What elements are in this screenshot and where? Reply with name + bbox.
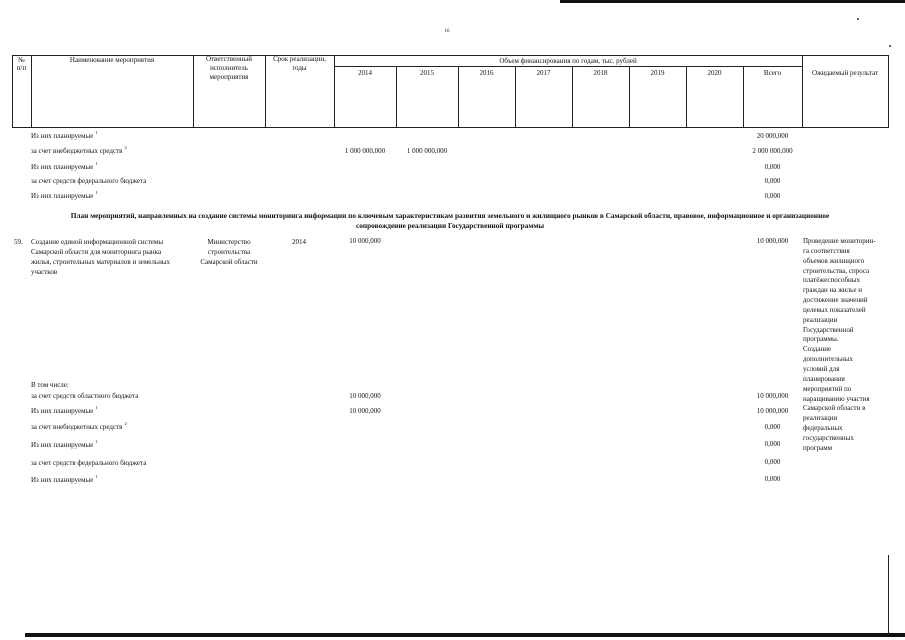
table-grid-line	[12, 127, 889, 128]
item-2014-value: 10 000,000	[349, 237, 381, 245]
footnote-mark: 1	[95, 130, 98, 135]
footnote-mark: 2	[124, 421, 127, 426]
item-result-line: строительства, спроса	[803, 266, 870, 275]
header-year-2014: 2014	[358, 69, 372, 77]
section-title	[12, 211, 888, 231]
header-year-2016: 2016	[479, 69, 494, 77]
header-num-symbol: №	[18, 56, 25, 64]
funding-row-label	[31, 163, 98, 171]
funding-row-text: за счет средств федерального бюджета	[31, 459, 147, 467]
funding-row-text: Из них планируемые	[31, 476, 94, 484]
funding-row-text: за счет внебюджетных средств	[31, 423, 123, 431]
item-result-line: Создание	[803, 345, 832, 354]
header-num-sub: п/п	[16, 64, 27, 72]
funding-row-label	[31, 441, 98, 449]
table-grid-line	[802, 55, 803, 127]
item-name-line: Самарской области для мониторинга рынка	[31, 248, 162, 256]
funding-row-label	[31, 147, 127, 155]
funding-total-value: 0,000	[764, 163, 781, 171]
item-result-line: достижение значений	[803, 296, 868, 305]
header-responsible	[193, 55, 265, 82]
item-result-line: платёжеспособных	[803, 276, 861, 285]
table-grid-line	[334, 55, 335, 127]
scan-speck	[857, 18, 859, 20]
funding-2015-value: 1 000 000,000	[406, 147, 448, 155]
scan-edge-bottom	[25, 633, 905, 637]
funding-row-text: за счет внебюджетных средств	[31, 147, 123, 155]
item-result-line: наращиванию участия	[803, 394, 870, 403]
item-name-line: Создание единой информационной системы	[31, 238, 164, 246]
item-name-line: участков	[31, 268, 58, 276]
funding-row-label	[31, 177, 146, 185]
header-responsible-line: Ответственный	[205, 55, 253, 63]
funding-2014-value: 10 000,000	[349, 407, 381, 415]
funding-total-value: 0,000	[764, 192, 781, 200]
including-label: В том числе:	[31, 381, 69, 389]
header-term	[265, 55, 334, 73]
funding-row-label	[31, 476, 98, 484]
funding-2014-value: 1 000 000,000	[344, 147, 386, 155]
funding-row-text: Из них планируемые	[31, 132, 94, 140]
funding-row-label	[31, 407, 98, 415]
item-result-line: Государственной	[803, 325, 854, 334]
item-result-line: дополнительных	[803, 355, 854, 364]
item-responsible-line: Самарской области	[200, 258, 258, 266]
funding-total-value: 10 000,000	[756, 407, 789, 415]
item-result-line: программы.	[803, 335, 839, 344]
item-number: 59.	[14, 238, 23, 246]
item-result-line: га соответствия	[803, 246, 850, 255]
header-term-line: Срок реализации,	[273, 55, 326, 63]
header-year-2020: 2020	[707, 69, 722, 77]
scan-speck	[889, 45, 891, 47]
header-term-line: годы	[292, 64, 307, 72]
funding-row-text: за счет средств областного бюджета	[31, 392, 139, 400]
funding-total-value: 20 000,000	[756, 132, 789, 140]
header-year-2018: 2018	[593, 69, 608, 77]
funding-row-text: Из них планируемые	[31, 163, 94, 171]
header-year-2017: 2017	[536, 69, 551, 77]
funding-2014-value: 10 000,000	[349, 392, 381, 400]
table-grid-line	[334, 66, 802, 67]
item-result-line: программ	[803, 443, 833, 452]
header-year-2015: 2015	[420, 69, 434, 77]
section-title-line: сопровождение реализации Государственной программы	[355, 221, 545, 230]
footnote-mark: 1	[95, 405, 98, 410]
funding-total-value: 0,000	[764, 177, 781, 185]
table-grid-line	[31, 55, 32, 127]
item-result-line: реализации	[803, 414, 838, 423]
funding-row-label	[31, 392, 138, 400]
header-funding: Объем финансирования по годам, тыс. рублей	[499, 57, 637, 65]
funding-row-label	[31, 459, 146, 467]
funding-total-value: 0,000	[764, 475, 781, 483]
header-responsible-line: мероприятия	[209, 73, 249, 81]
item-result-line: объемов жилищного	[803, 256, 865, 265]
item-term: 2014	[292, 238, 306, 246]
item-result-line: условий для	[803, 364, 840, 373]
page-number: 16	[444, 29, 450, 34]
item-result-line: мероприятий по	[803, 384, 852, 393]
footnote-mark: 1	[95, 474, 98, 479]
item-name-line: жилья, строительных материалов и земельных	[31, 258, 171, 266]
footnote-mark: 1	[95, 190, 98, 195]
header-result: Ожидаемый результат	[811, 69, 879, 77]
footnote-mark: 2	[124, 145, 127, 150]
item-total-value: 10 000,000	[756, 237, 789, 245]
section-title-line: План мероприятий, направленных на создание системы мониторинга информации по ключевым характеристикам развития земельного и жилищного рынков в Самарской области, правовое, информационное и организационное	[70, 211, 830, 220]
header-total: Всего	[763, 69, 782, 77]
scan-edge-top	[560, 0, 905, 3]
funding-row-text: Из них планируемые	[31, 441, 94, 449]
footnote-mark: 1	[95, 161, 98, 166]
funding-row-text: Из них планируемые	[31, 192, 94, 200]
table-grid-line	[888, 555, 889, 635]
item-result-line: целевых показателей	[803, 305, 866, 314]
funding-row-text: за счет средств федерального бюджета	[31, 177, 147, 185]
header-year-2019: 2019	[650, 69, 665, 77]
item-result-line: Самарской области в	[803, 404, 866, 413]
item-responsible-line: Министерство	[207, 238, 251, 246]
item-expected-result	[803, 237, 876, 454]
item-responsible-line: строительства	[207, 248, 251, 256]
funding-total-value: 10 000,000	[756, 392, 789, 400]
item-result-line: федеральных	[803, 424, 843, 433]
funding-row-label	[31, 423, 127, 431]
funding-row-label	[31, 132, 98, 140]
header-responsible-line: исполнитель	[210, 64, 248, 72]
item-name	[31, 237, 170, 277]
item-result-line: реализации	[803, 315, 838, 324]
item-result-line: планирования	[803, 374, 845, 383]
funding-total-value: 2 000 000,000	[752, 147, 793, 155]
footnote-mark: 1	[95, 439, 98, 444]
item-responsible	[193, 237, 265, 267]
funding-row-label	[31, 192, 98, 200]
funding-total-value: 0,000	[764, 458, 781, 466]
table-grid-line	[888, 55, 889, 127]
item-result-line: государственных	[803, 433, 854, 442]
item-result-line: граждан на жилье и	[803, 286, 862, 295]
funding-total-value: 0,000	[764, 423, 781, 431]
header-name: Наименование мероприятия	[69, 56, 155, 64]
funding-row-text: Из них планируемые	[31, 407, 94, 415]
item-result-line: Проведение мониторин-	[803, 237, 876, 245]
funding-total-value: 0,000	[764, 440, 781, 448]
